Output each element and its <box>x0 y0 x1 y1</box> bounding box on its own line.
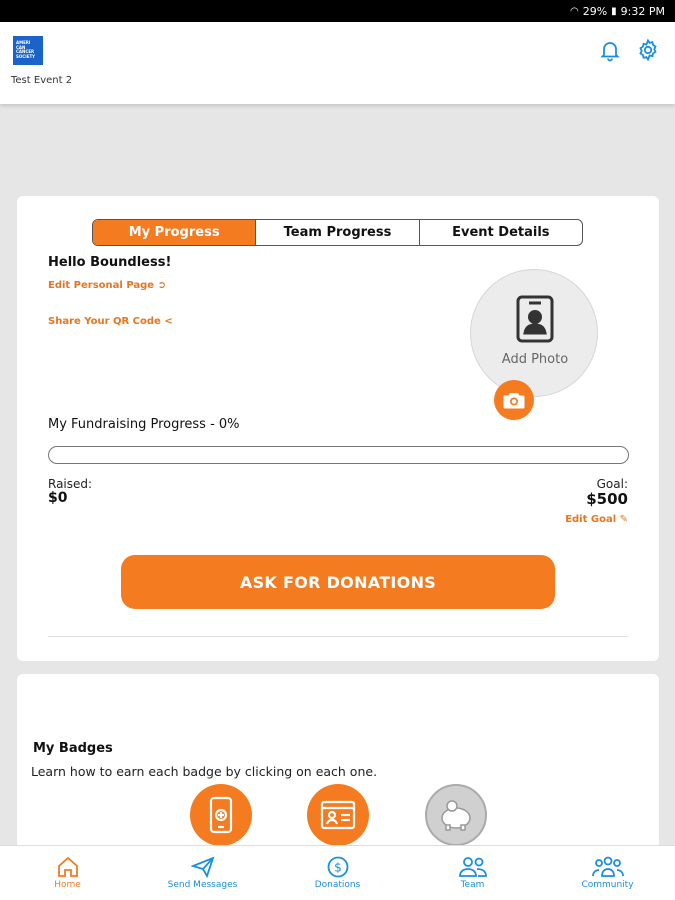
svg-text:$: $ <box>333 860 342 875</box>
arrow-circle-icon: ➲ <box>157 280 166 291</box>
community-icon <box>592 856 624 878</box>
nav-team[interactable] <box>405 846 540 900</box>
nav-donations-label: Donations <box>314 880 361 890</box>
raised-value: $0 <box>48 490 68 506</box>
share-qr-link[interactable] <box>48 316 173 327</box>
fundraising-progress-title: My Fundraising Progress - 0% <box>48 417 240 432</box>
tab-my-progress[interactable]: My Progress <box>93 220 256 245</box>
badges-subtitle: Learn how to earn each badge by clicking on each one. <box>31 764 378 779</box>
id-badge-icon <box>516 295 554 343</box>
greeting: Hello Boundless! <box>48 255 172 270</box>
divider <box>48 636 628 637</box>
share-qr-label: Share Your QR Code <box>48 316 161 327</box>
edit-goal-link[interactable] <box>565 514 628 525</box>
wifi-icon: ◠ <box>569 5 579 17</box>
edit-goal-label: Edit Goal <box>565 514 617 525</box>
nav-send-messages[interactable] <box>135 846 270 900</box>
nav-donations[interactable] <box>270 846 405 900</box>
home-icon <box>56 856 80 878</box>
camera-icon <box>503 391 525 409</box>
dollar-icon <box>326 856 350 878</box>
badge-mobile-app[interactable] <box>190 784 252 846</box>
progress-card <box>17 196 659 661</box>
nav-community[interactable] <box>540 846 675 900</box>
goal-label: Goal: <box>596 477 628 491</box>
raised-label: Raised: <box>48 477 93 491</box>
edit-personal-page-link[interactable] <box>48 280 166 291</box>
battery-level: 29% <box>582 4 608 18</box>
mobile-app-icon <box>207 796 235 834</box>
bottom-nav <box>0 845 675 900</box>
badges-card <box>17 674 659 864</box>
nav-send-messages-label: Send Messages <box>167 880 238 890</box>
gear-icon[interactable] <box>636 38 660 62</box>
status-time: 9:32 PM <box>620 4 665 18</box>
personal-page-icon <box>320 800 356 830</box>
event-name: Test Event 2 <box>11 75 73 86</box>
bell-icon[interactable] <box>598 38 622 62</box>
share-icon: < <box>164 316 173 327</box>
nav-home[interactable] <box>0 846 135 900</box>
goal-value: $500 <box>586 490 628 508</box>
nav-team-label: Team <box>460 880 485 890</box>
ask-for-donations-button[interactable]: ASK FOR DONATIONS <box>121 555 555 609</box>
tab-event-details[interactable]: Event Details <box>452 225 550 240</box>
fundraising-progress-bar <box>48 446 629 464</box>
progress-tabs <box>92 219 583 246</box>
badge-piggy-bank[interactable] <box>425 784 487 846</box>
tab-team-progress[interactable]: Team Progress <box>256 220 419 245</box>
nav-home-label: Home <box>54 880 81 890</box>
nav-community-label: Community <box>581 880 634 890</box>
badges-title: My Badges <box>33 741 113 756</box>
pencil-icon: ✎ <box>619 514 628 525</box>
battery-icon: ▮ <box>611 5 617 17</box>
app-header <box>0 22 675 104</box>
camera-button[interactable] <box>494 380 534 420</box>
team-icon <box>458 856 488 878</box>
edit-personal-page-label: Edit Personal Page <box>48 280 155 291</box>
status-bar <box>0 0 675 22</box>
profile-photo[interactable] <box>470 269 598 397</box>
send-icon <box>191 856 215 878</box>
add-photo-label: Add Photo <box>501 352 569 367</box>
app-logo: AMERI CAN CANCER SOCIETY <box>13 36 43 65</box>
badge-personal-page[interactable] <box>307 784 369 846</box>
piggy-bank-icon <box>437 799 475 831</box>
